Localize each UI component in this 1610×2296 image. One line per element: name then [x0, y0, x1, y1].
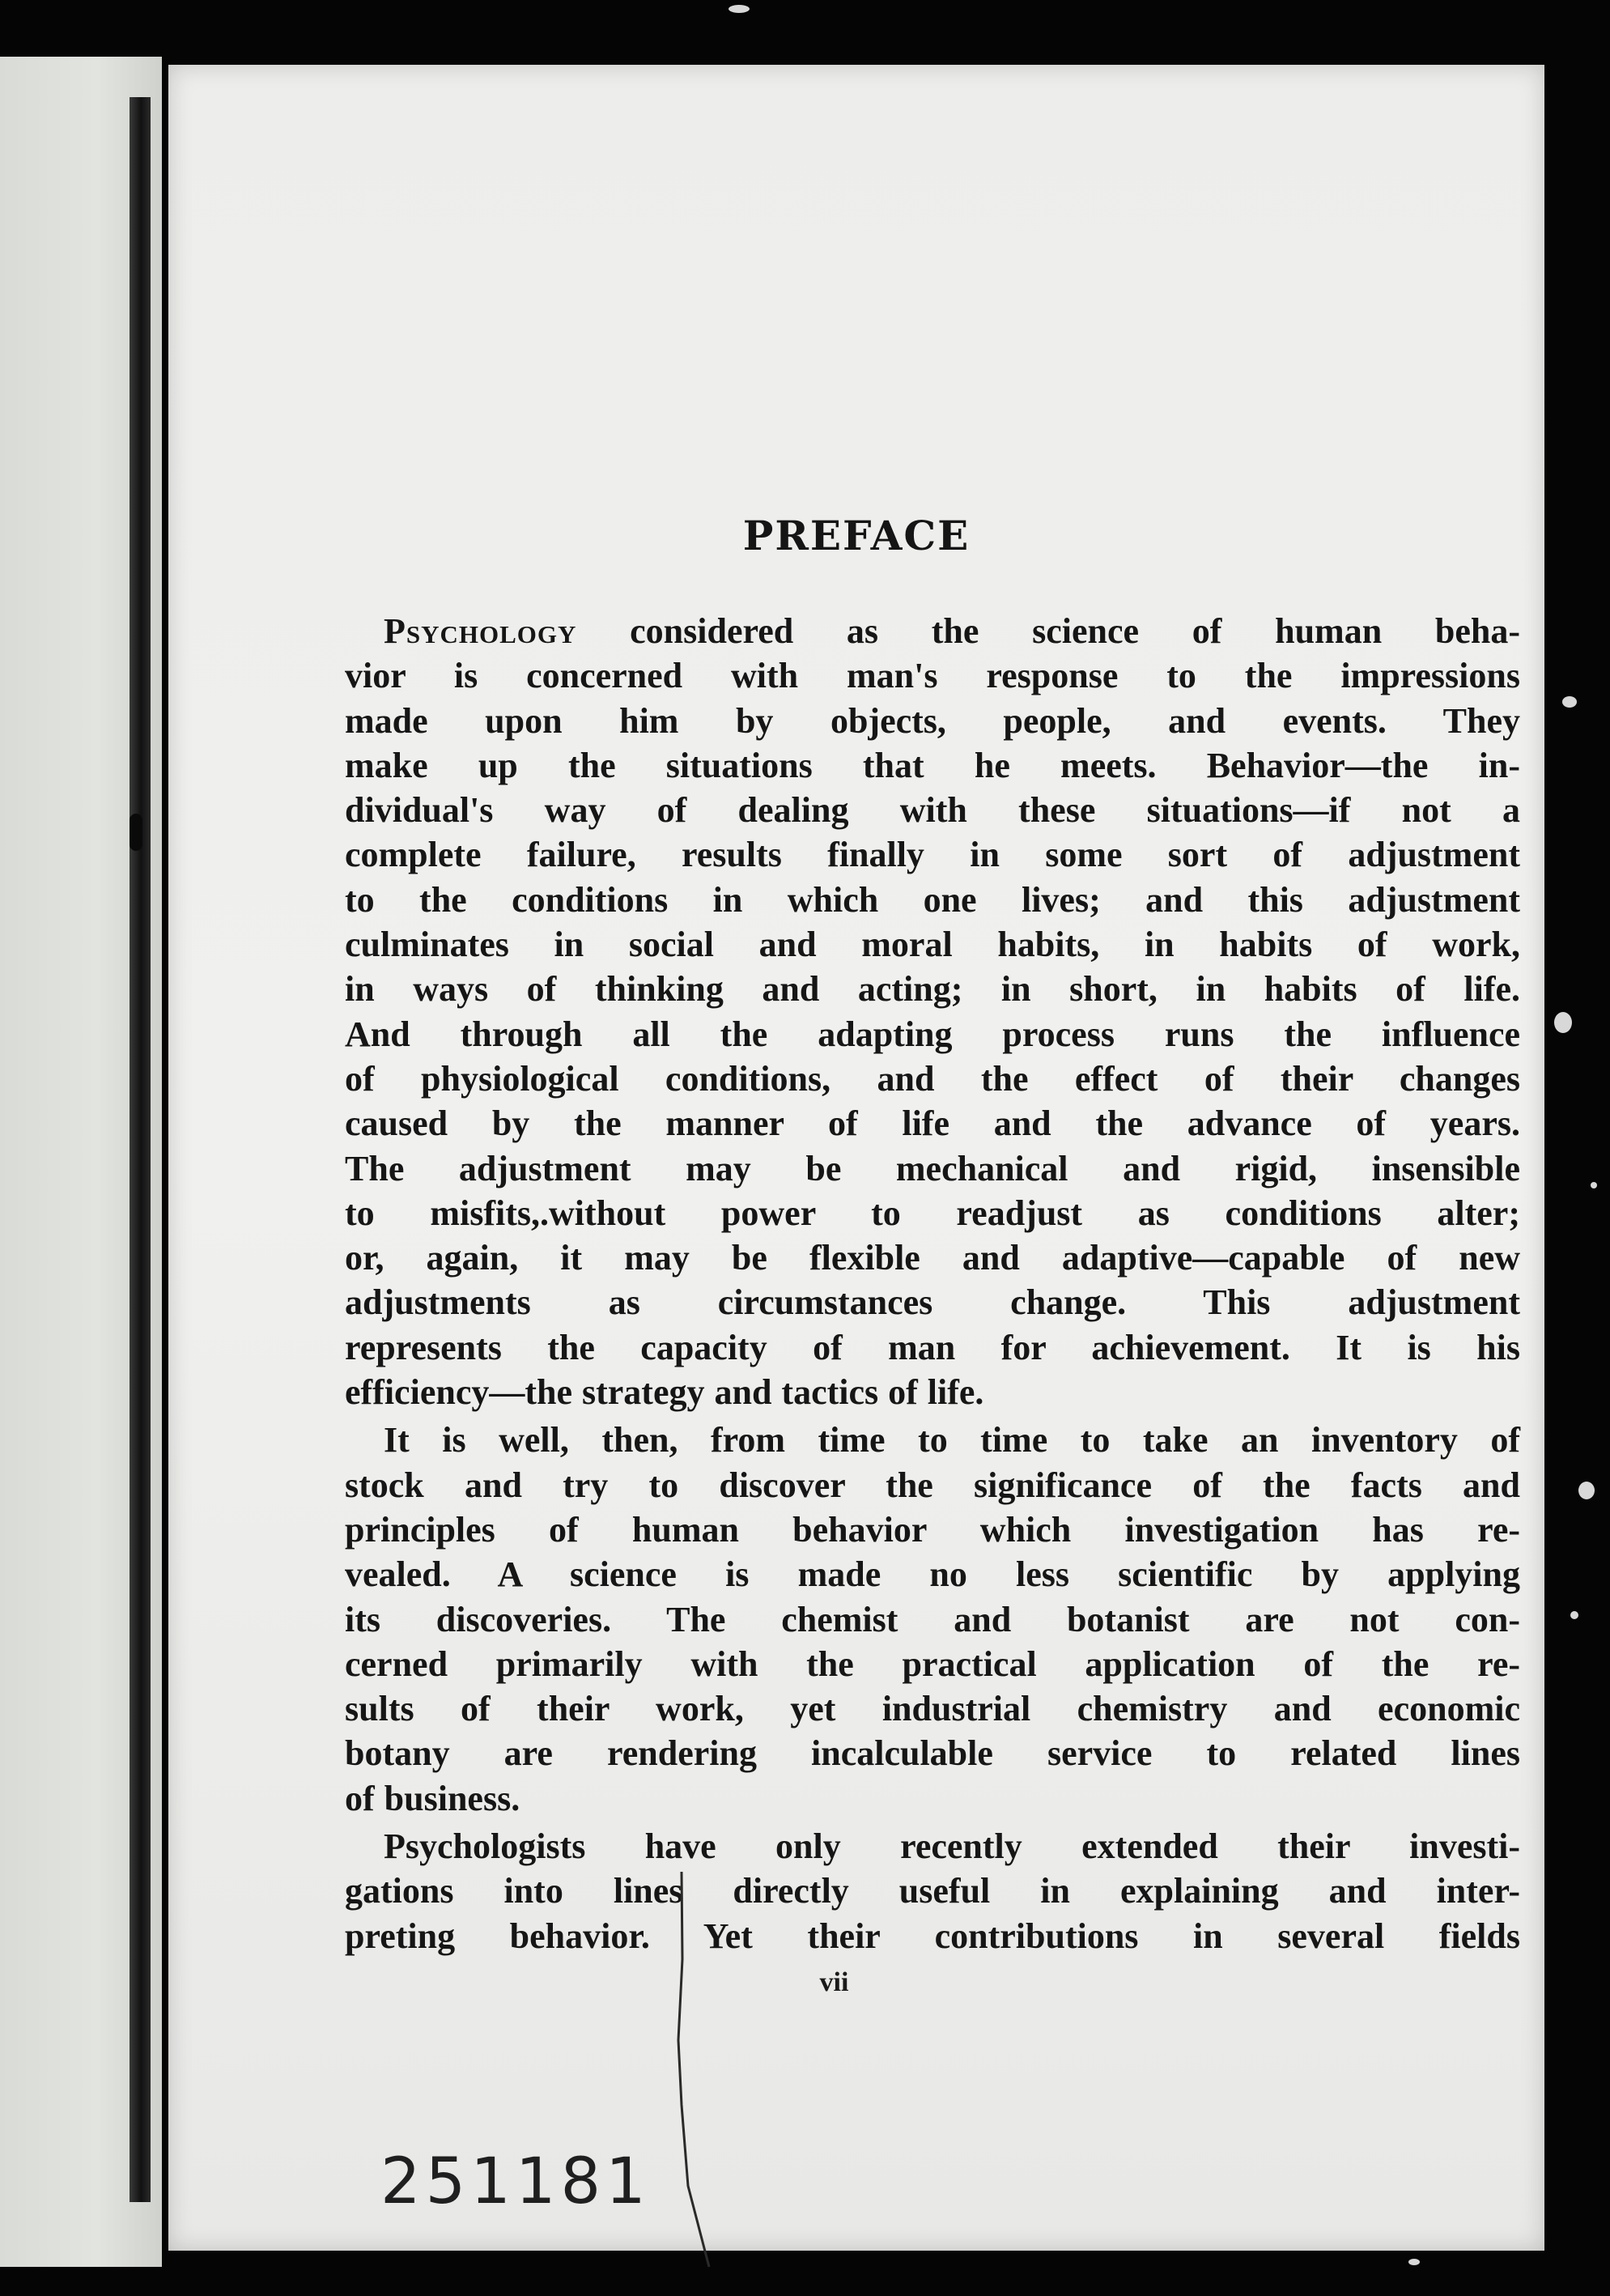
text-line: to misfits,.without power to readjust as conditions alter;	[345, 1193, 1520, 1233]
text-line: made upon him by objects, people, and events. They	[345, 700, 1520, 741]
dust-speck	[1578, 1482, 1595, 1499]
text-line: principles of human behavior which investigation has re-	[345, 1509, 1520, 1550]
text-line: preting behavior. Yet their contributions in several fields	[345, 1915, 1520, 1956]
text-line: It is well, then, from time to time to take an inventory of	[384, 1420, 1520, 1461]
text-line: And through all the adapting process runs the influence	[345, 1014, 1520, 1054]
text-line: efficiency—the strategy and tactics of life.	[345, 1372, 984, 1413]
dust-speck	[1554, 1012, 1572, 1033]
text-line: dividual's way of dealing with these situations—if not a	[345, 790, 1520, 831]
text-line: make up the situations that he meets. Behavior—the in-	[345, 745, 1520, 785]
text-line: or, again, it may be flexible and adaptive—capable of new	[345, 1238, 1520, 1278]
page-title: PREFACE	[742, 512, 971, 559]
text-line: sults of their work, yet industrial chemistry and economic	[345, 1689, 1520, 1729]
text-line: vealed. A science is made no less scientific by applying	[345, 1554, 1520, 1595]
text-line: its discoveries. The chemist and botanist are not con-	[345, 1599, 1520, 1639]
text-line: vior is concerned with man's response to the impressions	[345, 656, 1520, 696]
text-line: complete failure, results finally in some sort of adjustment	[345, 835, 1520, 875]
text-line: botany are rendering incalculable service to related lines	[345, 1733, 1520, 1774]
text-line: cerned primarily with the practical application of the re-	[345, 1643, 1520, 1684]
lead-word: Psychology	[384, 611, 577, 651]
dust-speck	[729, 5, 750, 13]
text-line: of business.	[345, 1778, 520, 1818]
preface-page	[168, 65, 1544, 2251]
text-line: to the conditions in which one lives; and this adjustment	[345, 879, 1520, 920]
text-line: represents the capacity of man for achievement. It is his	[345, 1327, 1520, 1367]
page-number: vii	[819, 1967, 849, 1997]
text-line: of physiological conditions, and the effect of their changes	[345, 1058, 1520, 1099]
text-line: stock and try to discover the significance of the facts and	[345, 1465, 1520, 1505]
text-line: gations into lines directly useful in explaining and inter-	[345, 1871, 1520, 1911]
text-line: caused by the manner of life and the advance of years.	[345, 1103, 1520, 1144]
dust-speck	[1591, 1182, 1597, 1188]
text-line: in ways of thinking and acting; in short, in habits of life.	[345, 969, 1520, 1010]
text-line: The adjustment may be mechanical and rigid, insensible	[345, 1148, 1520, 1188]
text-line-content: considered as the science of human beha-	[630, 611, 1521, 651]
accession-number-stamp: 251181	[380, 2145, 651, 2218]
text-line: adjustments as circumstances change. This adjustment	[345, 1282, 1520, 1323]
text-line: culminates in social and moral habits, in habits of work,	[345, 925, 1520, 965]
dust-speck	[1570, 1611, 1578, 1619]
dust-speck	[1408, 2259, 1420, 2265]
dust-speck	[1562, 696, 1577, 708]
text-line: Psychologists have only recently extended their investi-	[384, 1826, 1520, 1867]
